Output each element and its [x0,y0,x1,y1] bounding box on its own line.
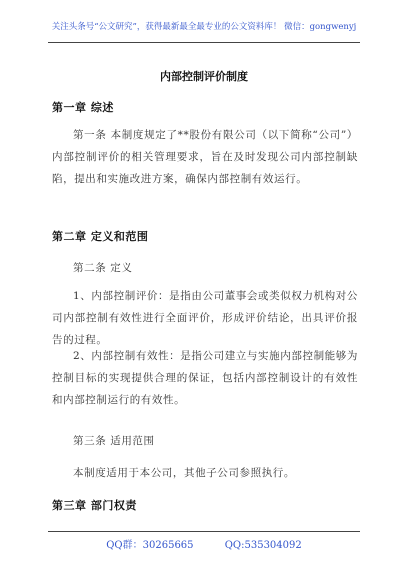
qq-group-text: QQ群：30265665 [106,540,194,551]
header-banner: 关注头条号“公文研究”，获得最新最全最专业的公文资料库！ 微信：gongwenyj [51,22,357,32]
document-title: 内部控制评价制度 [160,70,248,83]
chapter-2-heading: 第二章 定义和范围 [52,230,149,243]
scope-text: 本制度适用于本公司，其他子公司参照执行。 [73,467,295,479]
chapter-1-heading: 第一章 综述 [52,101,114,114]
definition-2-text: 2、内部控制有效性：是指公司建立与实施内部控制能够为控制目标的实现提供合理的保证，包括内部控制设计的有效性和内部控制运行的有效性。 [52,350,358,406]
footer-contact [0,536,408,551]
article-3-heading: 第三条 适用范围 [73,435,155,447]
article-2-heading: 第二条 定义 [73,262,133,274]
qq-number-text: QQ:535304092 [224,540,302,551]
definition-1-text: 1、内部控制评价：是指由公司董事会或类似权力机构对公司内部控制有效性进行全面评价，形成评价结论，出具评价报告的过程。 [52,290,358,346]
article-1-text: 第一条 本制度规定了**股份有限公司（以下简称“公司”）内部控制评价的相关管理要求，旨在及时发现公司内部控制缺陷，提出和实施改进方案，确保内部控制有效运行。 [52,129,358,185]
footer-rule [48,531,360,532]
chapter-3-heading: 第三章 部门权责 [52,499,137,512]
header-rule [48,42,360,43]
